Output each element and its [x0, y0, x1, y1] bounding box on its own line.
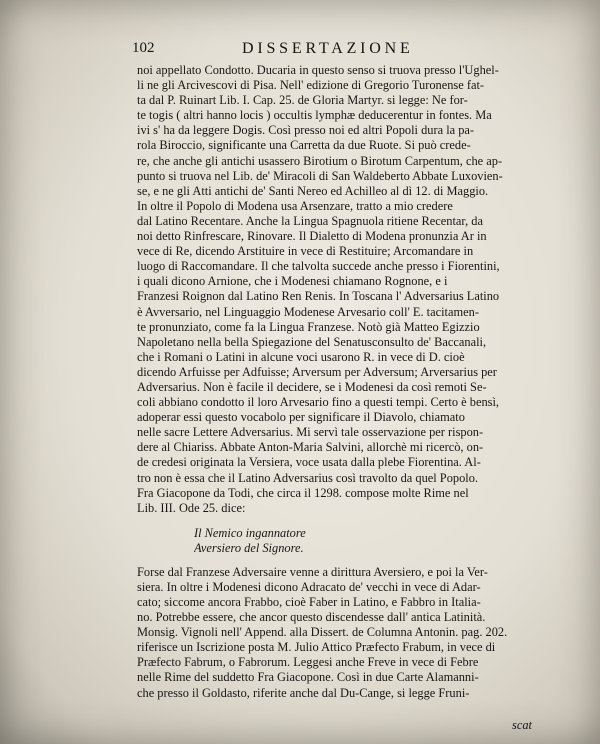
- text-line: nelle sacre Lettere Adversarius. Mi servì tale osservazione per rispon-: [137, 425, 484, 440]
- verse-line: Aversiero del Signore.: [194, 541, 304, 556]
- text-line: In oltre il Popolo di Modena usa Arsenzare, tratto a mio credere: [137, 198, 453, 213]
- text-line: dicendo Arfuisse per Adfuisse; Arversum per Adversum; Arversarius per: [137, 364, 497, 379]
- text-line: rola Biroccio, significante una Carretta da due Ruote. Si può crede-: [137, 138, 471, 153]
- text-line: te togis ( altri hanno locis ) occultis lymphæ deducerentur in fontes. Ma: [137, 108, 492, 123]
- text-line: adoperar essi questo vocabolo per significare il Diavolo, chiamato: [137, 410, 465, 425]
- text-line: coli abbiano condotto il loro Arvesario fino a questi tempi. Certo è bensì,: [137, 395, 500, 410]
- text-line: re, che anche gli antichi usassero Birotium o Birotum Carpentum, che ap-: [137, 153, 503, 168]
- text-line: nelle Rime del suddetto Fra Giacopone. Così in due Carte Alamanni-: [137, 670, 479, 685]
- text-line: riferisce un Iscrizione posta M. Julio Attico Præfecto Frabum, in vece di: [137, 640, 496, 655]
- verse-quote: [194, 526, 551, 557]
- main-paragraph: [137, 63, 551, 516]
- text-line: se, e ne gli Atti antichi de' Santi Nereo ed Achilleo al dì 12. di Maggio.: [137, 183, 489, 198]
- text-line: noi appellato Condotto. Ducaria in questo senso si truova presso l'Ughel-: [137, 63, 499, 77]
- verse-line: Il Nemico ingannatore: [194, 525, 306, 540]
- page-number: 102: [132, 40, 155, 56]
- text-line: punto si truova nel Lib. de' Miracoli di San Waldeberto Abbate Luxovien-: [137, 168, 503, 183]
- text-line: che i Romani o Latini in alcune voci usarono R. in vece di D. cioè: [137, 349, 465, 364]
- catchword: scat: [512, 718, 532, 732]
- text-line: Franzesi Roignon dal Latino Ren Renis. In Toscana l' Adversarius Latino: [137, 289, 500, 304]
- text-line: luogo di Raccomandare. Il che talvolta succede anche presso i Fiorentini,: [137, 259, 500, 274]
- text-line: Lib. III. Ode 25. dice:: [137, 500, 246, 515]
- text-line: Præfecto Fabrum, o Fabrorum. Leggesi anche Freve in vece di Febre: [137, 655, 479, 670]
- body-text: [137, 63, 551, 701]
- text-line: dal Latino Recentare. Anche la Lingua Spagnuola ritiene Recentar, da: [137, 213, 483, 228]
- text-line: cato; siccome ancora Frabbo, cioè Faber in Latino, e Fabbro in Italia-: [137, 595, 481, 609]
- text-line: che presso il Goldasto, riferite anche dal Du-Cange, si legge Fruni-: [137, 685, 470, 700]
- text-line: dere al Chiariss. Abbate Anton-Maria Salvini, allorchè mi ricercò, on-: [137, 440, 484, 455]
- page-header: [132, 40, 544, 60]
- text-line: Adversarius. Non è facile il decidere, se i Modenesi da così remoti Se-: [137, 379, 487, 394]
- text-line: noi detto Rinfrescare, Rinovare. Il Dialetto di Modena pronunzia Ar in: [137, 229, 487, 244]
- text-line: Forse dal Franzese Adversaire venne a dirittura Aversiero, e poi la Ver-: [137, 564, 488, 579]
- second-paragraph: [137, 565, 551, 701]
- text-line: de credesi originata la Versiera, voce usata dalla plebe Fiorentina. Al-: [137, 455, 481, 470]
- text-line: no. Potrebbe essere, che ancor questo discendesse dall' antica Latinità.: [137, 610, 486, 625]
- text-line: siera. In oltre i Modenesi dicono Adracato de' vecchi in vece di Adar-: [137, 579, 481, 594]
- text-line: Monsig. Vignoli nell' Append. alla Dissert. de Columna Antonin. pag. 202.: [137, 625, 508, 640]
- text-line: Napoletano nella bella Spiegazione del Senatusconsulto de' Baccanali,: [137, 334, 487, 349]
- text-line: li ne gli Arcivescovi di Pisa. Nell' edizione di Gregorio Turonense fat-: [137, 78, 485, 93]
- text-line: i quali dicono Arnione, che i Modenesi chiamano Rognone, e i: [137, 274, 448, 289]
- text-line: Fra Giacopone da Todi, che circa il 1298. compose molte Rime nel: [137, 485, 469, 500]
- text-line: vece di Re, dicendo Arstituire in vece di Restituire; Arcomandare in: [137, 244, 474, 259]
- text-line: tro non è essa che il Latino Adversarius così travolto da quel Popolo.: [137, 470, 479, 485]
- text-line: è Avversario, nel Linguaggio Modenese Arvesario coll' E. tacitamen-: [137, 304, 479, 319]
- text-line: te pronunziato, come fa la Lingua Franzese. Notò già Matteo Egizzio: [137, 319, 480, 334]
- running-title: DISSERTAZIONE: [242, 40, 414, 57]
- text-line: ivi s' ha da leggere Dogis. Così presso noi ed altri Popoli dura la pa-: [137, 123, 475, 138]
- text-line: ta dal P. Ruinart Lib. I. Cap. 25. de Gloria Martyr. si legge: Ne for-: [137, 93, 468, 108]
